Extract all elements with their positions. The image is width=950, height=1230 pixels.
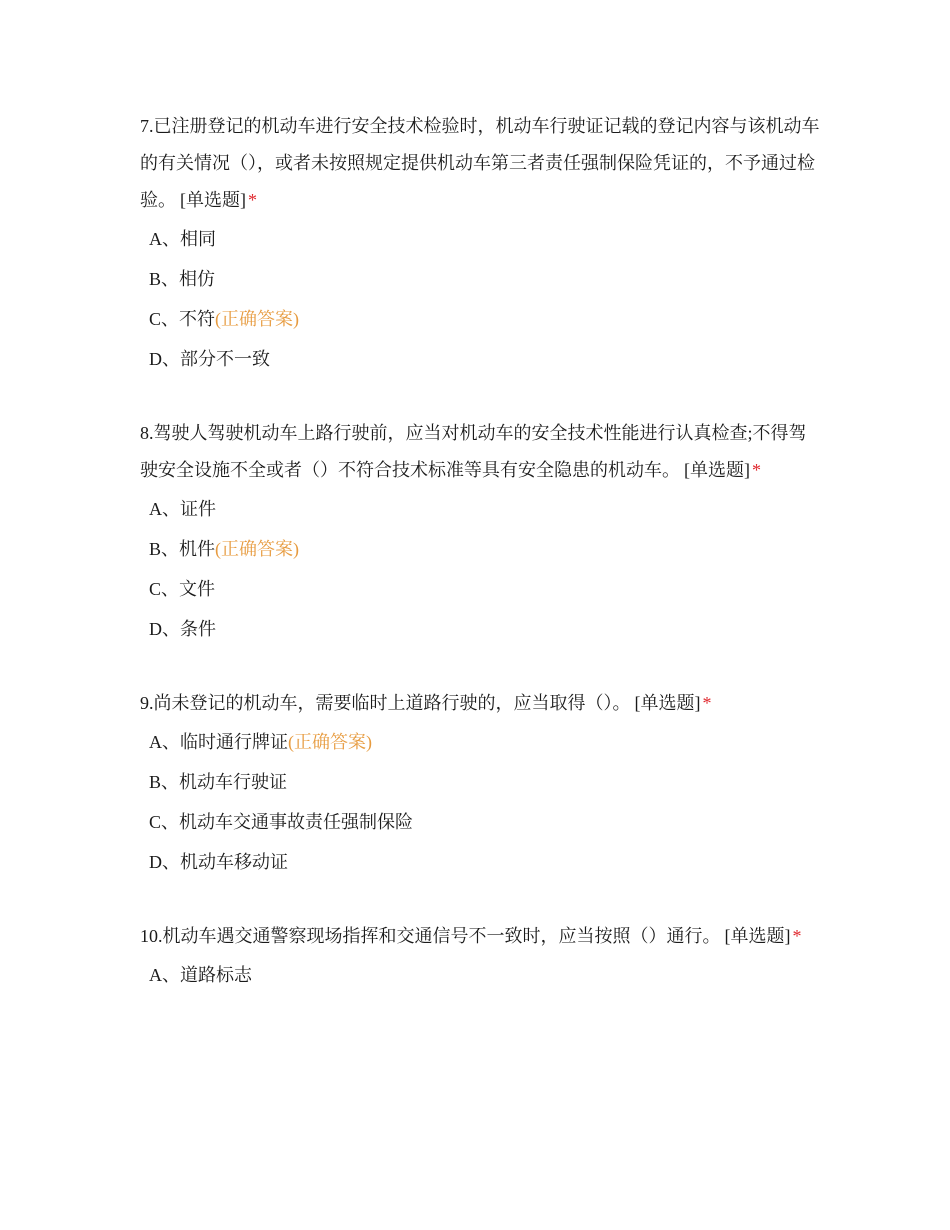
correct-answer-marker: (正确答案) — [215, 539, 300, 559]
correct-answer-marker: (正确答案) — [215, 309, 300, 329]
question-9 — [140, 685, 820, 888]
question-8 — [140, 415, 820, 655]
option-d[interactable] — [149, 345, 820, 385]
option-c[interactable] — [149, 575, 820, 615]
question-type: [单选题] — [180, 190, 246, 210]
question-7 — [140, 108, 820, 385]
option-label: D、条件 — [149, 619, 216, 639]
option-label: B、机件 — [149, 539, 216, 559]
question-text: 10.机动车遇交通警察现场指挥和交通信号不一致时，应当按照（）通行。 — [140, 926, 721, 946]
option-a[interactable] — [149, 495, 820, 535]
required-marker: * — [702, 693, 712, 713]
option-label: A、证件 — [149, 499, 216, 519]
option-a[interactable] — [149, 728, 820, 768]
option-c[interactable] — [149, 808, 820, 848]
option-d[interactable] — [149, 848, 820, 888]
option-label: A、道路标志 — [149, 965, 252, 985]
option-a[interactable] — [149, 961, 820, 1001]
question-type: [单选题] — [724, 926, 791, 946]
question-text: 9.尚未登记的机动车，需要临时上道路行驶的，应当取得（）。 — [140, 693, 631, 713]
question-text: 7.已注册登记的机动车进行安全技术检验时，机动车行驶证记载的登记内容与该机动车的有关情况（），或者未按照规定提供机动车第三者责任强制保险凭证的，不予通过检验。 — [140, 116, 820, 210]
option-label: A、临时通行牌证 — [149, 732, 288, 752]
question-10 — [140, 918, 820, 1001]
question-title — [140, 108, 820, 219]
question-text: 8.驾驶人驾驶机动车上路行驶前，应当对机动车的安全技术性能进行认真检查;不得驾驶安全设施不全或者（）不符合技术标准等具有安全隐患的机动车。 — [140, 423, 807, 480]
required-marker: * — [752, 460, 761, 480]
option-label: C、不符 — [149, 309, 216, 329]
option-label: D、机动车移动证 — [149, 852, 288, 872]
option-label: C、文件 — [149, 579, 216, 599]
option-label: D、部分不一致 — [149, 349, 270, 369]
option-a[interactable] — [149, 225, 820, 265]
question-type: [单选题] — [684, 460, 750, 480]
question-type: [单选题] — [634, 693, 701, 713]
option-label: C、机动车交通事故责任强制保险 — [149, 812, 414, 832]
question-title — [140, 918, 820, 955]
question-title — [140, 415, 820, 489]
survey-page — [140, 108, 820, 1031]
option-b[interactable] — [149, 265, 820, 305]
option-b[interactable] — [149, 768, 820, 808]
correct-answer-marker: (正确答案) — [288, 732, 372, 752]
option-label: B、相仿 — [149, 269, 216, 289]
option-b[interactable] — [149, 535, 820, 575]
option-c[interactable] — [149, 305, 820, 345]
option-label: B、机动车行驶证 — [149, 772, 288, 792]
option-d[interactable] — [149, 615, 820, 655]
question-title — [140, 685, 820, 722]
option-label: A、相同 — [149, 229, 216, 249]
required-marker: * — [792, 926, 802, 946]
required-marker: * — [248, 190, 257, 210]
